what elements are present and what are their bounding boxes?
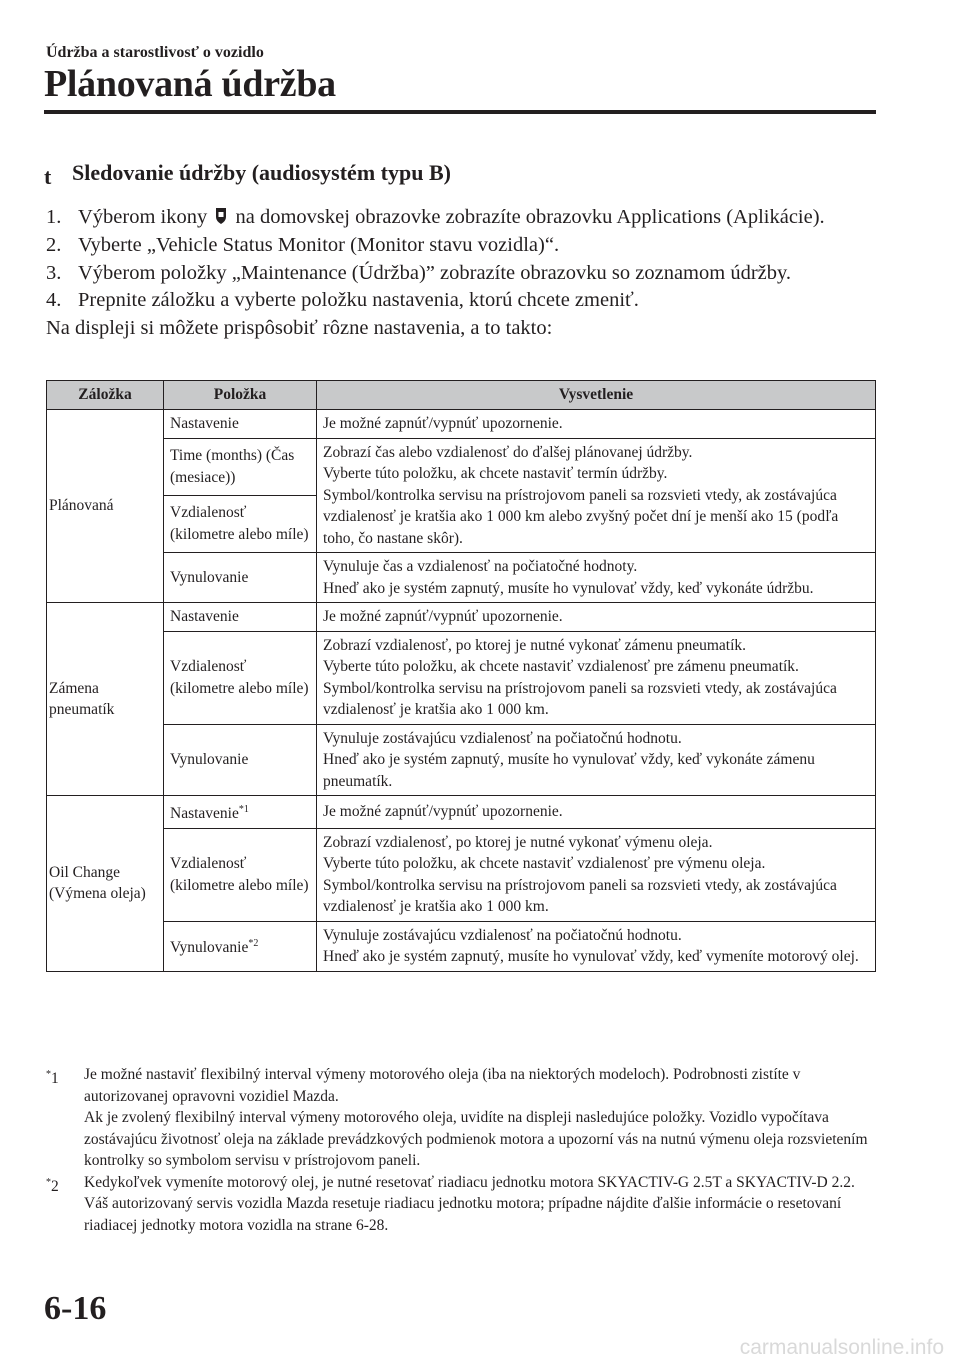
description-line: Je možné zapnúť/vypnúť upozornenie. [323,803,563,821]
page-title: Plánovaná údržba [44,63,336,105]
step-text: Vyberte „Vehicle Status Monitor (Monitor stavu vozidla)“. [78,233,560,256]
step-text: Prepnite záložku a vyberte položku nastavenia, ktorú chcete zmeniť. [78,289,639,312]
footnote-body [84,1064,876,1172]
intro-text: Na displeji si môžete prispôsobiť rôzne nastavenia, a to takto: [46,317,553,340]
description-line: Zobrazí vzdialenosť, po ktorej je nutné vykonať zámenu pneumatík. [323,636,747,654]
table-row [47,796,876,829]
item-label: Vynulovanie [170,939,249,957]
description-line: Zobrazí čas alebo vzdialenosť do ďalšej plánovanej údržby. [323,443,693,461]
description-cell [317,724,876,796]
step-3 [46,260,886,288]
description-line: Symbol/kontrolka servisu na prístrojovom paneli sa rozsvieti vtedy, ak zostávajúca vzdialenosť je kratšia ako 1 000 km. [323,876,837,916]
footnote-line: Kedykoľvek vymeníte motorový olej, je nutné resetovať riadiacu jednotku motora SKYACTIV-G 2.5T a SKYACTIV-D 2.2. [84,1173,855,1191]
tab-cell: Oil Change (Výmena oleja) [47,796,164,972]
column-header-tab: Záložka [47,381,164,410]
step-text-after-icon: na domovskej obrazovke zobrazíte obrazovku Applications (Aplikácie). [235,206,825,228]
settings-table [46,380,876,972]
description-cell [317,828,876,921]
footnote-line: Váš autorizovaný servis vozidla Mazda resetuje riadiacu jednotku motora; prípadne nájdite ďalšie informácie o resetovaní riadiacej jednotky motora vozidla na strane 6-28. [84,1195,842,1234]
item-cell: Time (months) (Čas (mesiace)) [164,438,317,495]
item-cell: Nastavenie [164,410,317,439]
step-number: 2. [46,233,62,256]
item-cell [164,796,317,829]
applications-icon [214,207,228,225]
description-cell [317,410,876,439]
footnote-mark: *1 [46,1069,59,1088]
description-line: Symbol/kontrolka servisu na prístrojovom paneli sa rozsvieti vtedy, ak zostávajúca vzdialenosť je kratšia ako 1 000 km alebo zvyšný počet dní je menší ako 15 (podľa toho, čo nastane skôr). [323,486,839,547]
column-header-item: Položka [164,381,317,410]
description-line: Hneď ako je systém zapnutý, musíte ho vynulovať vždy, keď vykonáte zámenu pneumatík. [323,751,815,790]
step-4 [46,287,886,315]
footnotes [46,1064,876,1236]
page-number: 6-16 [44,1290,107,1327]
step-number: 3. [46,261,62,284]
item-cell: Vzdialenosť (kilometre alebo míle) [164,495,317,552]
footnote-2 [46,1172,876,1237]
description-cell [317,921,876,971]
table-row [47,631,876,724]
title-rule [44,110,876,114]
breadcrumb: Údržba a starostlivosť o vozidlo [46,44,264,61]
footnote-line: Ak je zvolený flexibilný interval výmeny motorového oleja, uvidíte na displeji nasledujúce položky. Vozidlo vypočítava zostávajúcu životnosť oleja na základe prevádzkových podmienok motora a upozorní vás na nutnú výmenu oleja rozsvietením kontrolky so symbolom servisu v prístrojovom paneli. [84,1109,868,1169]
item-cell: Vzdialenosť (kilometre alebo míle) [164,828,317,921]
description-line: Hneď ako je systém zapnutý, musíte ho vynulovať vždy, keď vymeníte motorový olej. [323,948,859,966]
footnote-body [84,1172,876,1237]
table-row [47,724,876,796]
section-title: Sledovanie údržby (audiosystém typu B) [72,160,451,185]
item-cell: Vynulovanie [164,553,317,603]
item-cell: Vzdialenosť (kilometre alebo míle) [164,631,317,724]
table-row [47,603,876,632]
description-cell [317,631,876,724]
description-line: Vyberte túto položku, ak chcete nastaviť termín údržby. [323,465,668,482]
table-row [47,921,876,971]
item-label: Nastavenie [170,805,239,823]
watermark: carmanualsonline.info [739,1336,944,1359]
step-text-before-icon: Výberom ikony [78,206,208,228]
description-line: Vyberte túto položku, ak chcete nastaviť vzdialenosť pre zámenu pneumatík. [323,658,799,675]
steps-list [46,204,886,343]
description-line: Hneď ako je systém zapnutý, musíte ho vynulovať vždy, keď vykonáte údržbu. [323,579,814,597]
item-cell: Vynulovanie [164,724,317,796]
description-cell [317,796,876,829]
footnote-mark: *2 [46,1176,59,1195]
description-line: Vynuluje čas a vzdialenosť na počiatočné hodnoty. [323,558,638,575]
step-1 [46,204,886,232]
tab-cell: Zámena pneumatík [47,603,164,796]
table-header-row [47,381,876,410]
table-row [47,438,876,495]
step-2 [46,232,886,260]
step-text [78,204,886,232]
description-line: Vynuluje zostávajúcu vzdialenosť na počiatočnú hodnotu. [323,926,682,944]
section-marker: t [44,164,52,189]
description-cell [317,603,876,632]
item-cell [164,921,317,971]
footnote-ref: *2 [248,938,259,950]
column-header-description: Vysvetlenie [317,381,876,410]
step-number: 4. [46,289,62,312]
tab-cell: Plánovaná [47,410,164,603]
table-row [47,410,876,439]
step-text: Výberom položky „Maintenance (Údržba)” zobrazíte obrazovku so zoznamom údržby. [78,261,792,284]
description-line: Je možné zapnúť/vypnúť upozornenie. [323,415,563,432]
item-cell: Nastavenie [164,603,317,632]
description-line: Vyberte túto položku, ak chcete nastaviť vzdialenosť pre výmenu oleja. [323,855,766,873]
footnote-1 [46,1064,876,1172]
description-line: Symbol/kontrolka servisu na prístrojovom paneli sa rozsvieti vtedy, ak zostávajúca vzdialenosť je kratšia ako 1 000 km. [323,679,837,718]
footnote-line: Je možné nastaviť flexibilný interval výmeny motorového oleja (iba na niektorých modeloch). Podrobnosti zistíte v autorizovanej opravovni vozidiel Mazda. [84,1066,801,1105]
description-line: Vynuluje zostávajúcu vzdialenosť na počiatočnú hodnotu. [323,729,682,747]
description-line: Je možné zapnúť/vypnúť upozornenie. [323,608,563,625]
description-line: Zobrazí vzdialenosť, po ktorej je nutné vykonať výmenu oleja. [323,833,713,851]
description-cell [317,438,876,553]
table-row [47,553,876,603]
step-number: 1. [46,206,62,228]
table-row [47,828,876,921]
description-cell [317,553,876,603]
footnote-ref: *1 [238,804,249,815]
